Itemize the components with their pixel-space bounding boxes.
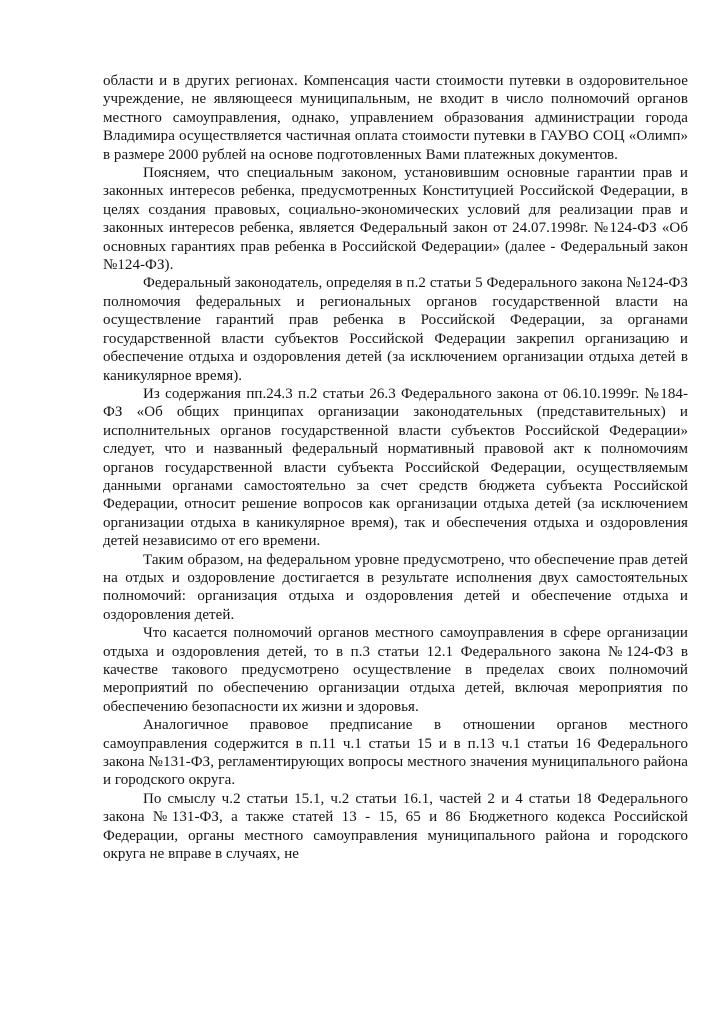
paragraph-law-184: Из содержания пп.24.3 п.2 статьи 26.3 Федерального закона от 06.10.1999г. №184-ФЗ «Об общих принципах организации законодательных (представительных) и исполнительных органов государственной власти субъектов Российской Федерации» следует, что и названный федеральный нормативный правовой акт к полномочиям органов государственной власти субъекта Российской Федерации, осуществляемым данными органами самостоятельно за счет средств бюджета субъекта Российской Федерации, относит решение вопросов как организации отдыха детей (за исключением организации отдыха в каникулярное время), так и обеспечения отдыха и оздоровления детей независимо от его времени. bbox=[103, 385, 688, 550]
paragraph-continuation: области и в других регионах. Компенсация части стоимости путевки в оздоровительное учреждение, не являющееся муниципальным, не входит в число полномочий органов местного самоуправления, однако, управлением образования администрации города Владимира осуществляется частичная оплата стоимости путевки в ГАУВО СОЦ «Олимп» в размере 2000 рублей на основе подготовленных Вами платежных документов. bbox=[103, 73, 688, 163]
paragraph-local-authorities: Что касается полномочий органов местного самоуправления в сфере организации отдыха и оздоровления детей, то в п.3 статьи 12.1 Федерального закона №124-ФЗ в качестве такового предусмотрено осуществление в пределах своих полномочий мероприятий по обеспечению организации отдыха детей, включая мероприятия по обеспечению безопасности их жизни и здоровья. bbox=[103, 625, 688, 715]
document-body bbox=[103, 72, 688, 863]
paragraph-analogous-rule: Аналогичное правовое предписание в отношении органов местного самоуправления содержится в п.11 ч.1 статьи 15 и в п.13 ч.1 статьи 16 Федерального закона №131-ФЗ, регламентирующих вопросы местного значения муниципального района и городского округа. bbox=[103, 717, 688, 789]
paragraph-special-law: Поясняем, что специальным законом, установившим основные гарантии прав и законных интересов ребенка, предусмотренных Конституцией Российской Федерации, в целях создания правовых, социально-экономических условий для реализации прав и законных интересов ребенка, является Федеральный закон от 24.07.1998г. №124-ФЗ «Об основных гарантиях прав ребенка в Российской Федерации» (далее - Федеральный закон №124-ФЗ). bbox=[103, 165, 688, 274]
paragraph-federal-legislator: Федеральный законодатель, определяя в п.2 статьи 5 Федерального закона №124-ФЗ полномочия федеральных и региональных органов государственной власти на осуществление гарантий прав ребенка в Российской Федерации, за органами государственной власти субъектов Российской Федерации закрепил организацию и обеспечение отдыха и оздоровления детей (за исключением организации отдыха детей в каникулярное время). bbox=[103, 275, 688, 384]
paragraph-budget-code: По смыслу ч.2 статьи 15.1, ч.2 статьи 16.1, частей 2 и 4 статьи 18 Федерального закона №131-ФЗ, а также статей 13 - 15, 65 и 86 Бюджетного кодекса Российской Федерации, органы местного самоуправления муниципального района и городского округа не вправе в случаях, не bbox=[103, 790, 688, 863]
paragraph-federal-level: Таким образом, на федеральном уровне предусмотрено, что обеспечение прав детей на отдых и оздоровление достигается в результате исполнения двух самостоятельных полномочий: организация отдыха и оздоровления детей и обеспечение отдыха и оздоровления детей. bbox=[103, 551, 688, 623]
